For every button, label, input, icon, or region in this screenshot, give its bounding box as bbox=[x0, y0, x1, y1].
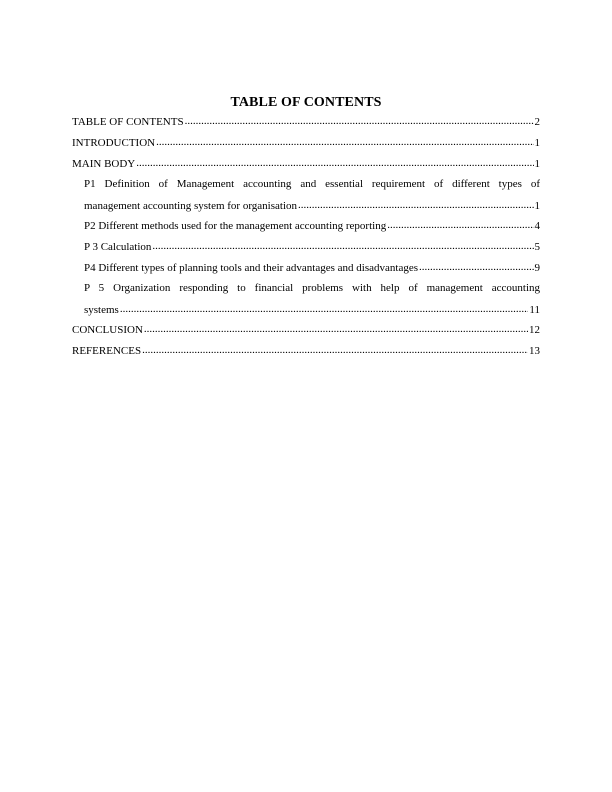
table-of-contents bbox=[72, 112, 540, 362]
toc-entry-page-number: 13 bbox=[529, 345, 540, 358]
toc-entry-p5[interactable] bbox=[72, 278, 540, 320]
toc-entry-p2[interactable] bbox=[72, 216, 540, 237]
toc-entry-p1[interactable] bbox=[72, 174, 540, 216]
toc-entry-page-number: 4 bbox=[534, 220, 540, 233]
toc-entry-label: TABLE OF CONTENTS bbox=[72, 116, 184, 129]
dot-leader bbox=[136, 157, 533, 171]
toc-entry-label: P4 Different types of planning tools and their advantages and disadvantages bbox=[84, 261, 418, 274]
toc-entry-label-line1: P1 Definition of Management accounting and essential requirement of different types of bbox=[84, 178, 540, 191]
toc-entry-page-number: 12 bbox=[529, 324, 540, 337]
toc-entry-page-number: 1 bbox=[534, 157, 540, 170]
toc-entry-label: P 3 Calculation bbox=[84, 241, 152, 254]
toc-entry-p4[interactable] bbox=[72, 258, 540, 279]
toc-entry-label-line2: management accounting system for organisation bbox=[84, 199, 298, 212]
toc-entry-references[interactable] bbox=[72, 341, 540, 362]
toc-entry-page-number: 2 bbox=[534, 116, 540, 129]
dot-leader bbox=[419, 261, 534, 275]
dot-leader bbox=[387, 219, 533, 233]
toc-entry-label: INTRODUCTION bbox=[72, 137, 156, 150]
dot-leader bbox=[298, 199, 533, 213]
toc-entry-label: MAIN BODY bbox=[72, 157, 136, 170]
toc-entry-label-line2: systems bbox=[84, 303, 119, 316]
dot-leader bbox=[144, 323, 528, 337]
toc-entry-conclusion[interactable] bbox=[72, 320, 540, 341]
toc-entry-introduction[interactable] bbox=[72, 133, 540, 154]
dot-leader bbox=[120, 303, 529, 317]
toc-entry-label: REFERENCES bbox=[72, 345, 142, 358]
toc-entry-page-number: 1 bbox=[534, 137, 540, 150]
dot-leader bbox=[156, 136, 533, 150]
toc-entry-label: CONCLUSION bbox=[72, 324, 143, 337]
toc-entry-p3[interactable] bbox=[72, 237, 540, 258]
toc-entry-page-number: 11 bbox=[529, 303, 540, 316]
toc-entry-table-of-contents[interactable] bbox=[72, 112, 540, 133]
toc-entry-page-number: 5 bbox=[534, 241, 540, 254]
dot-leader bbox=[152, 240, 533, 254]
toc-entry-page-number: 1 bbox=[534, 199, 540, 212]
toc-entry-page-number: 9 bbox=[534, 261, 540, 274]
toc-entry-label-line1: P 5 Organization responding to financial problems with help of management accounting bbox=[84, 282, 540, 295]
toc-entry-label: P2 Different methods used for the management accounting reporting bbox=[84, 220, 387, 233]
dot-leader bbox=[142, 344, 528, 358]
page-title: TABLE OF CONTENTS bbox=[230, 95, 382, 110]
dot-leader bbox=[185, 115, 534, 129]
toc-entry-main-body[interactable] bbox=[72, 154, 540, 175]
